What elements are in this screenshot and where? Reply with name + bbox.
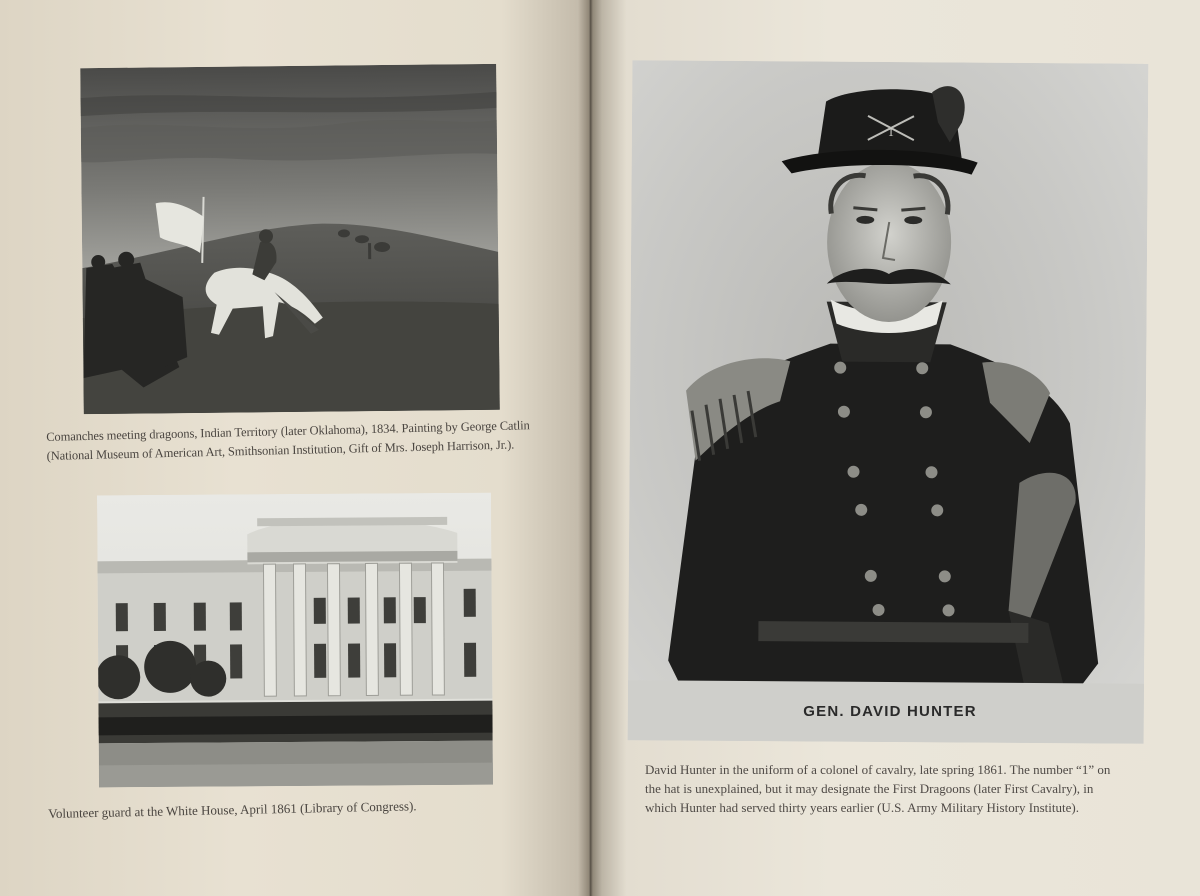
- hat-insignia-number: 1: [887, 124, 894, 140]
- comanches-painting: [80, 64, 500, 414]
- white-house-photo: [97, 493, 493, 788]
- white-house-caption: Volunteer guard at the White House, April 1861 (Library of Congress).: [48, 798, 417, 821]
- david-hunter-portrait: [628, 60, 1149, 744]
- portrait-plate-label: GEN. DAVID HUNTER: [803, 703, 977, 720]
- portrait-caption: David Hunter in the uniform of a colonel of cavalry, late spring 1861. The number “1” on the hat is unexplained, but it may designate the First Dragoons (later First Cavalry), in which Hunter had served thirty years earlier (U.S. Army Military History Institute).: [645, 762, 1111, 815]
- book-gutter: [578, 0, 602, 896]
- painting-caption: Comanches meeting dragoons, Indian Territory (later Oklahoma), 1834. Painting by George Catlin (National Museum of American Art, Smithsonian Institution, Gift of Mrs. Joseph Harrison, Jr.).: [46, 418, 530, 463]
